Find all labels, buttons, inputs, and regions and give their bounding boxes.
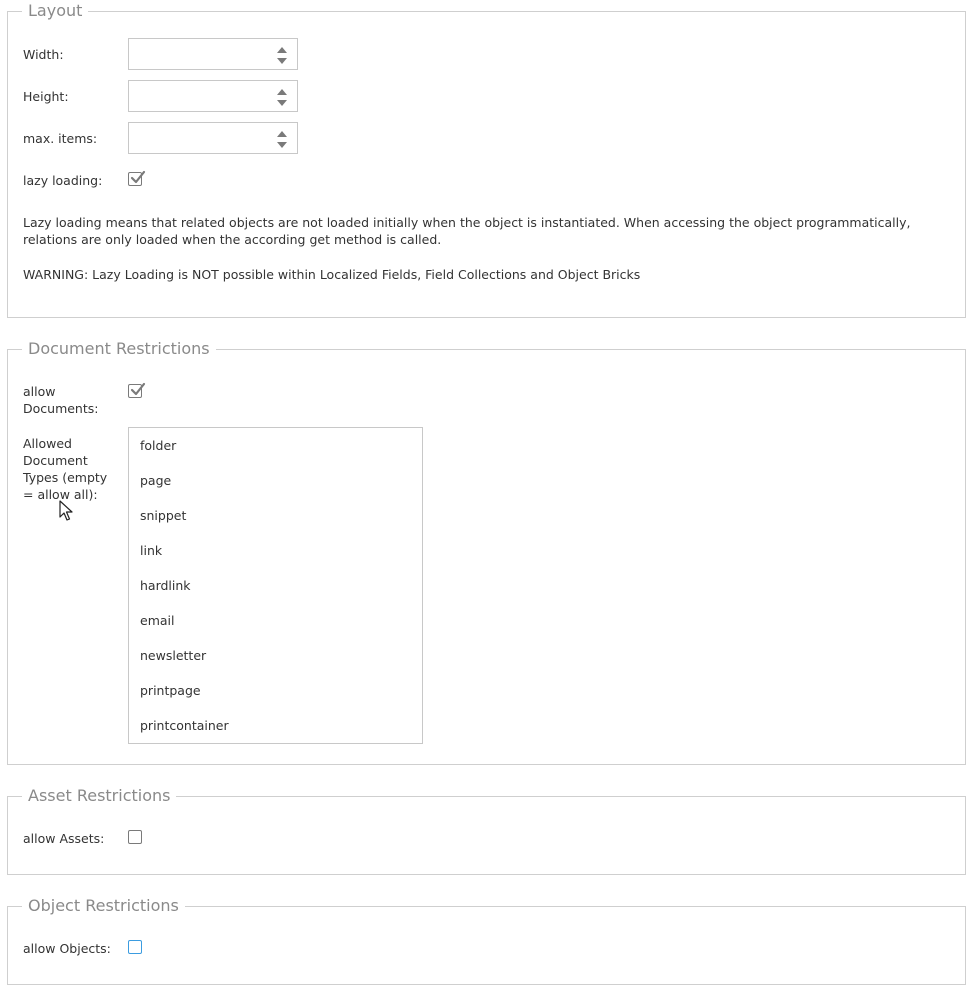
checkmark-icon <box>129 169 145 185</box>
max-items-input[interactable] <box>128 122 298 154</box>
spinner-up-icon[interactable] <box>277 47 287 53</box>
asset-restrictions-legend: Asset Restrictions <box>22 786 176 806</box>
allow-assets-label: allow Assets: <box>23 831 105 846</box>
height-label: Height: <box>23 89 69 104</box>
lazy-loading-warning: WARNING: Lazy Loading is NOT possible within Localized Fields, Field Collections and Object Bricks <box>23 267 641 282</box>
object-restrictions-legend: Object Restrictions <box>22 896 185 916</box>
list-item[interactable]: printpage <box>140 683 201 698</box>
allow-assets-checkbox[interactable] <box>128 830 142 844</box>
width-label: Width: <box>23 47 64 62</box>
allow-documents-checkbox[interactable] <box>128 384 142 398</box>
spinner-down-icon[interactable] <box>277 100 287 106</box>
allow-objects-label: allow Objects: <box>23 941 111 956</box>
list-item[interactable]: printcontainer <box>140 718 229 733</box>
list-item[interactable]: folder <box>140 438 177 453</box>
spinner-up-icon[interactable] <box>277 131 287 137</box>
allow-objects-checkbox[interactable] <box>128 940 142 954</box>
list-item[interactable]: email <box>140 613 175 628</box>
checkmark-icon <box>129 381 145 397</box>
width-input[interactable] <box>128 38 298 70</box>
spinner-down-icon[interactable] <box>277 142 287 148</box>
list-item[interactable]: snippet <box>140 508 187 523</box>
document-restrictions-legend: Document Restrictions <box>22 339 216 359</box>
list-item[interactable]: newsletter <box>140 648 207 663</box>
lazy-loading-label: lazy loading: <box>23 173 103 188</box>
allowed-document-types-list[interactable] <box>128 427 423 744</box>
list-item[interactable]: link <box>140 543 163 558</box>
list-item[interactable]: page <box>140 473 172 488</box>
object-restrictions-fieldset <box>7 896 966 985</box>
mouse-pointer-icon <box>59 500 73 522</box>
spinner-down-icon[interactable] <box>277 58 287 64</box>
height-input[interactable] <box>128 80 298 112</box>
list-item[interactable]: hardlink <box>140 578 191 593</box>
lazy-loading-info: Lazy loading means that related objects are not loaded initially when the object is instantiated. When accessing the object programmatically, relations are only loaded when the according get method is called. <box>23 215 911 247</box>
allowed-document-types-label: Allowed Document Types (empty = allow all): <box>23 436 108 502</box>
document-restrictions-fieldset <box>7 339 966 765</box>
lazy-loading-checkbox[interactable] <box>128 172 142 186</box>
asset-restrictions-fieldset <box>7 786 966 875</box>
max-items-label: max. items: <box>23 131 98 146</box>
spinner-up-icon[interactable] <box>277 89 287 95</box>
layout-fieldset <box>7 1 966 318</box>
layout-legend: Layout <box>22 1 88 21</box>
allow-documents-label: allow Documents: <box>23 384 99 416</box>
